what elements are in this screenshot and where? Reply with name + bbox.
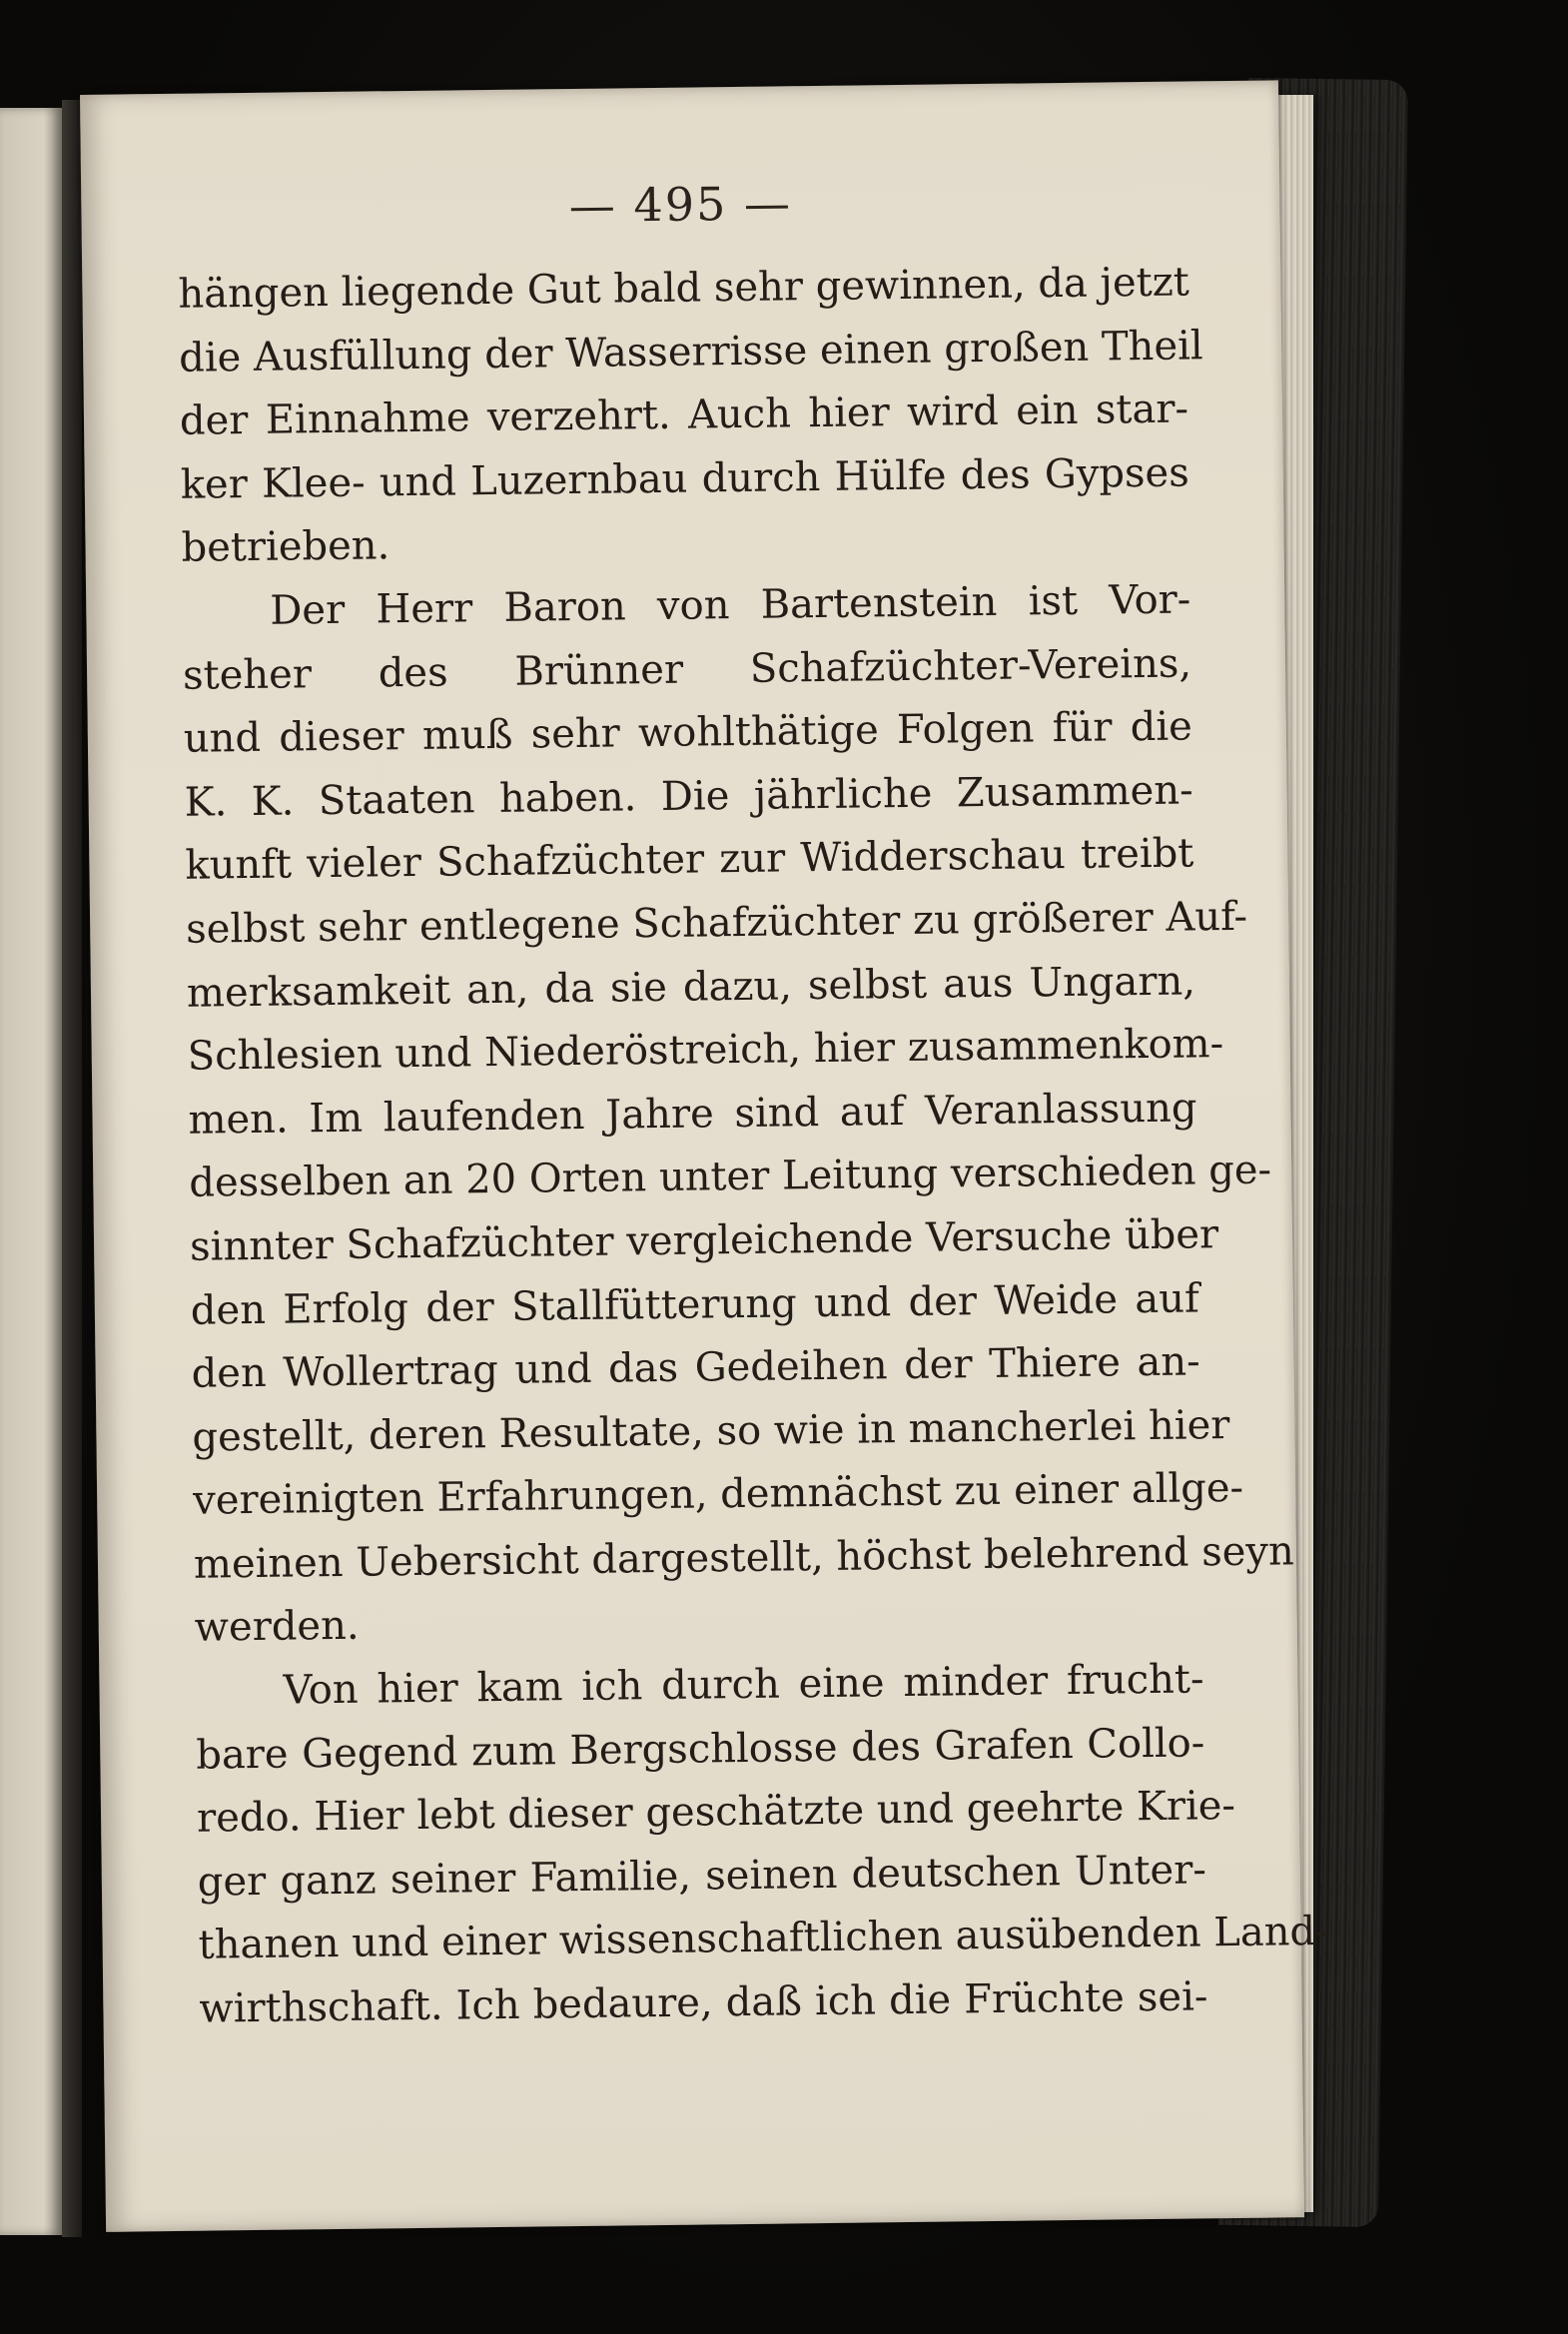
text-line: meinen Uebersicht dargestellt, höchst belehrend seyn (193, 1528, 1295, 1588)
text-line: vereinigten Erfahrungen, demnächst zu einer allge- (192, 1465, 1244, 1525)
text-line: Der Herr Baron von Bartenstein ist Vor- (270, 576, 1191, 634)
text-line: hängen liegende Gut bald sehr gewinnen, da jetzt (178, 259, 1190, 318)
book-gutter (62, 100, 82, 2237)
text-line: K. K. Staaten haben. Die jährliche Zusammen- (184, 767, 1193, 826)
text-line: werden. (194, 1603, 360, 1652)
text-line: thanen und einer wissenschaftlichen ausübenden Land- (198, 1909, 1329, 1969)
text-line: sinnter Schafzüchter vergleichende Versuche über (189, 1211, 1219, 1270)
text-line: steher des Brünner Schafzüchter-Vereins, (182, 640, 1192, 699)
text-line: gestellt, deren Resultate, so wie in mancherlei hier (192, 1401, 1230, 1461)
body-text (178, 251, 1329, 2041)
text-line: merksamkeit an, da sie dazu, selbst aus Ungarn, (186, 957, 1196, 1017)
text-line: kunft vieler Schafzüchter zur Widderschau treibt (185, 830, 1194, 890)
text-line: ker Klee- und Luzernbau durch Hülfe des Gypses (180, 449, 1189, 508)
text-line: und dieser muß sehr wohlthätige Folgen für die (183, 703, 1193, 762)
text-line: Schlesien und Niederöstreich, hier zusammenkom- (187, 1021, 1224, 1080)
text-line: bare Gegend zum Bergschlosse des Grafen Collo- (196, 1720, 1205, 1779)
text-line: men. Im laufenden Jahre sind auf Veranlassung (188, 1085, 1197, 1144)
page-number: — 495 — (568, 176, 793, 234)
book-page (80, 80, 1329, 2232)
text-line: der Einnahme verzehrt. Auch hier wird ein star- (179, 386, 1189, 444)
text-line: Von hier kam ich durch eine minder frucht- (283, 1656, 1204, 1714)
text-line: den Wollertrag und das Gedeihen der Thiere an- (191, 1338, 1200, 1397)
text-line: wirthschaft. Ich bedaure, daß ich die Früchte sei- (199, 1973, 1208, 2032)
text-line: ger ganz seiner Familie, seinen deutschen Unter- (197, 1847, 1207, 1906)
text-line: desselben an 20 Orten unter Leitung verschieden ge- (189, 1147, 1272, 1207)
text-line: den Erfolg der Stallfütterung und der Weide auf (190, 1274, 1200, 1334)
text-line: die Ausfüllung der Wasserrisse einen großen Theil (178, 322, 1203, 382)
text-line: selbst sehr entlegene Schafzüchter zu größerer Auf- (185, 893, 1248, 953)
left-page-edge (0, 108, 62, 2235)
text-line: betrieben. (181, 522, 391, 572)
text-line: redo. Hier lebt dieser geschätzte und geehrte Krie- (196, 1783, 1236, 1842)
